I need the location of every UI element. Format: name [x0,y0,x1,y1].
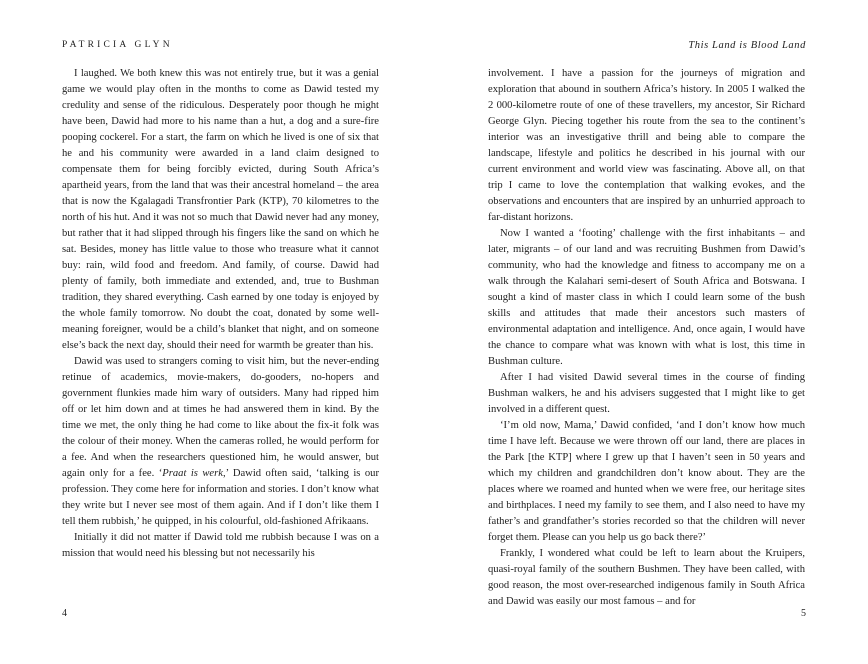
page-number: 4 [62,608,67,619]
body-text [62,66,379,562]
italic-phrase: Praat is werk [162,468,223,479]
text-run: Dawid was used to strangers coming to visit him, but the never-ending retinue of academics, movie-makers, do-gooders, no-hopers and government flunkies made him wary of outsiders. Many had ripped him off or let him down and at times he had answered them in kind. By the time we met, the only thing he had come to like about the fix-it folk was the colour of their money. When the cameras rolled, he would perform for a fee. And when the researchers questioned him, he would answer, but again only for a fee. ‘ [62,356,379,479]
paragraph: ‘I’m old now, Mama,’ Dawid confided, ‘and I don’t know how much time I have left. Because we were thrown off our land, there are places in the Park [the KTP] where I grew up that I haven’t seen in 50 years and which my children and grandchildren don’t know about. They are the places where we roamed and hunted when we were free, our heritage sites and birthplaces. I need my family to see them, and I also need to have my father’s and grandfather’s stories recorded so that the children will never forget them. Please can you help us go back there?’ [488,420,805,543]
page-number: 5 [801,608,806,619]
paragraph [62,354,379,530]
paragraph: Frankly, I wondered what could be left to learn about the Kruipers, quasi-royal family of the southern Bushmen. They have been called, with good reason, the most over-researched indigenous family in South Africa and Dawid was easily our most famous – and for [488,548,805,607]
text-run: ,’ Dawid often said, ‘talking is our profession. They come here for information and stories. I don’t know what they write but I never see most of them again. And if I don’t like them I tell them rubbish,’ he quipped, in his colourful, old-fashioned Afrikaans. [62,468,379,527]
paragraph: After I had visited Dawid several times in the course of finding Bushman walkers, he and his advisers suggested that I might like to get involved in a different quest. [488,372,805,415]
running-head-chapter-title: This Land is Blood Land [688,40,806,51]
paragraph: I laughed. We both knew this was not entirely true, but it was a genial game we would play often in the months to come as Dawid tested my credulity and sense of the ridiculous. Desperately poor though he might have been, Dawid had more to his name than a hut, a dog and a sure-fire pooping cockerel. For a start, the farm on which he lived is one of six that he and his community were awarded in a land claim designed to compensate them for being forcibly evicted, during South Africa’s apartheid years, from the land that was their ancestral homeland – the area that is now the Kgalagadi Transfrontier Park (KTP), 70 kilometres to the north of his hut. And it was not so much that Dawid never had any money, but rather that it had slipped through his fingers like the sand on which he sat. Besides, money has little value to those who treasure what it cannot buy: rain, wild food and freedom. And family, of course. Dawid had plenty of family, both immediate and extended, and, true to Bushman tradition, they shared everything. Cash earned by one today is enjoyed by the whole family tomorrow. No doubt the coat, donated by some well-meaning foreigner, would be a child’s blanket that night, and on someone else’s back the next day, should their need for warmth be greater than his. [62,68,379,351]
paragraph: involvement. I have a passion for the journeys of migration and exploration that abound in southern Africa’s history. In 2005 I walked the 2 000-kilometre route of one of these travellers, my ancestor, Sir Richard George Glyn. Piecing together his route from the sea to the continent’s interior was an investigative thrill and being able to compare the landscape, lifestyle and politics he described in his journal with our current environment and world view was fascinating. Above all, on that trip I came to love the contemplation that walking evokes, and the observations and encounters that are inspired by an unhurried approach to far-distant horizons. [488,68,805,223]
paragraph: Now I wanted a ‘footing’ challenge with the first inhabitants – and later, migrants – of our land and was recruiting Bushmen from Dawid’s community, who had the knowledge and fitness to accompany me on a walk through the Kalahari semi-desert of South Africa and Botswana. I sought a kind of master class in which I could learn some of the bush skills and attitudes that made their ancestors such masters of environmental adaptation and intelligence. And, once again, I would have the chance to compare what was known with what is lost, this time in Bushman culture. [488,228,805,367]
paragraph: Initially it did not matter if Dawid told me rubbish because I was on a mission that would need his blessing but not necessarily his [62,532,379,559]
body-text [488,66,805,610]
running-head-author: PATRICIA GLYN [62,40,173,50]
right-page [434,0,868,664]
